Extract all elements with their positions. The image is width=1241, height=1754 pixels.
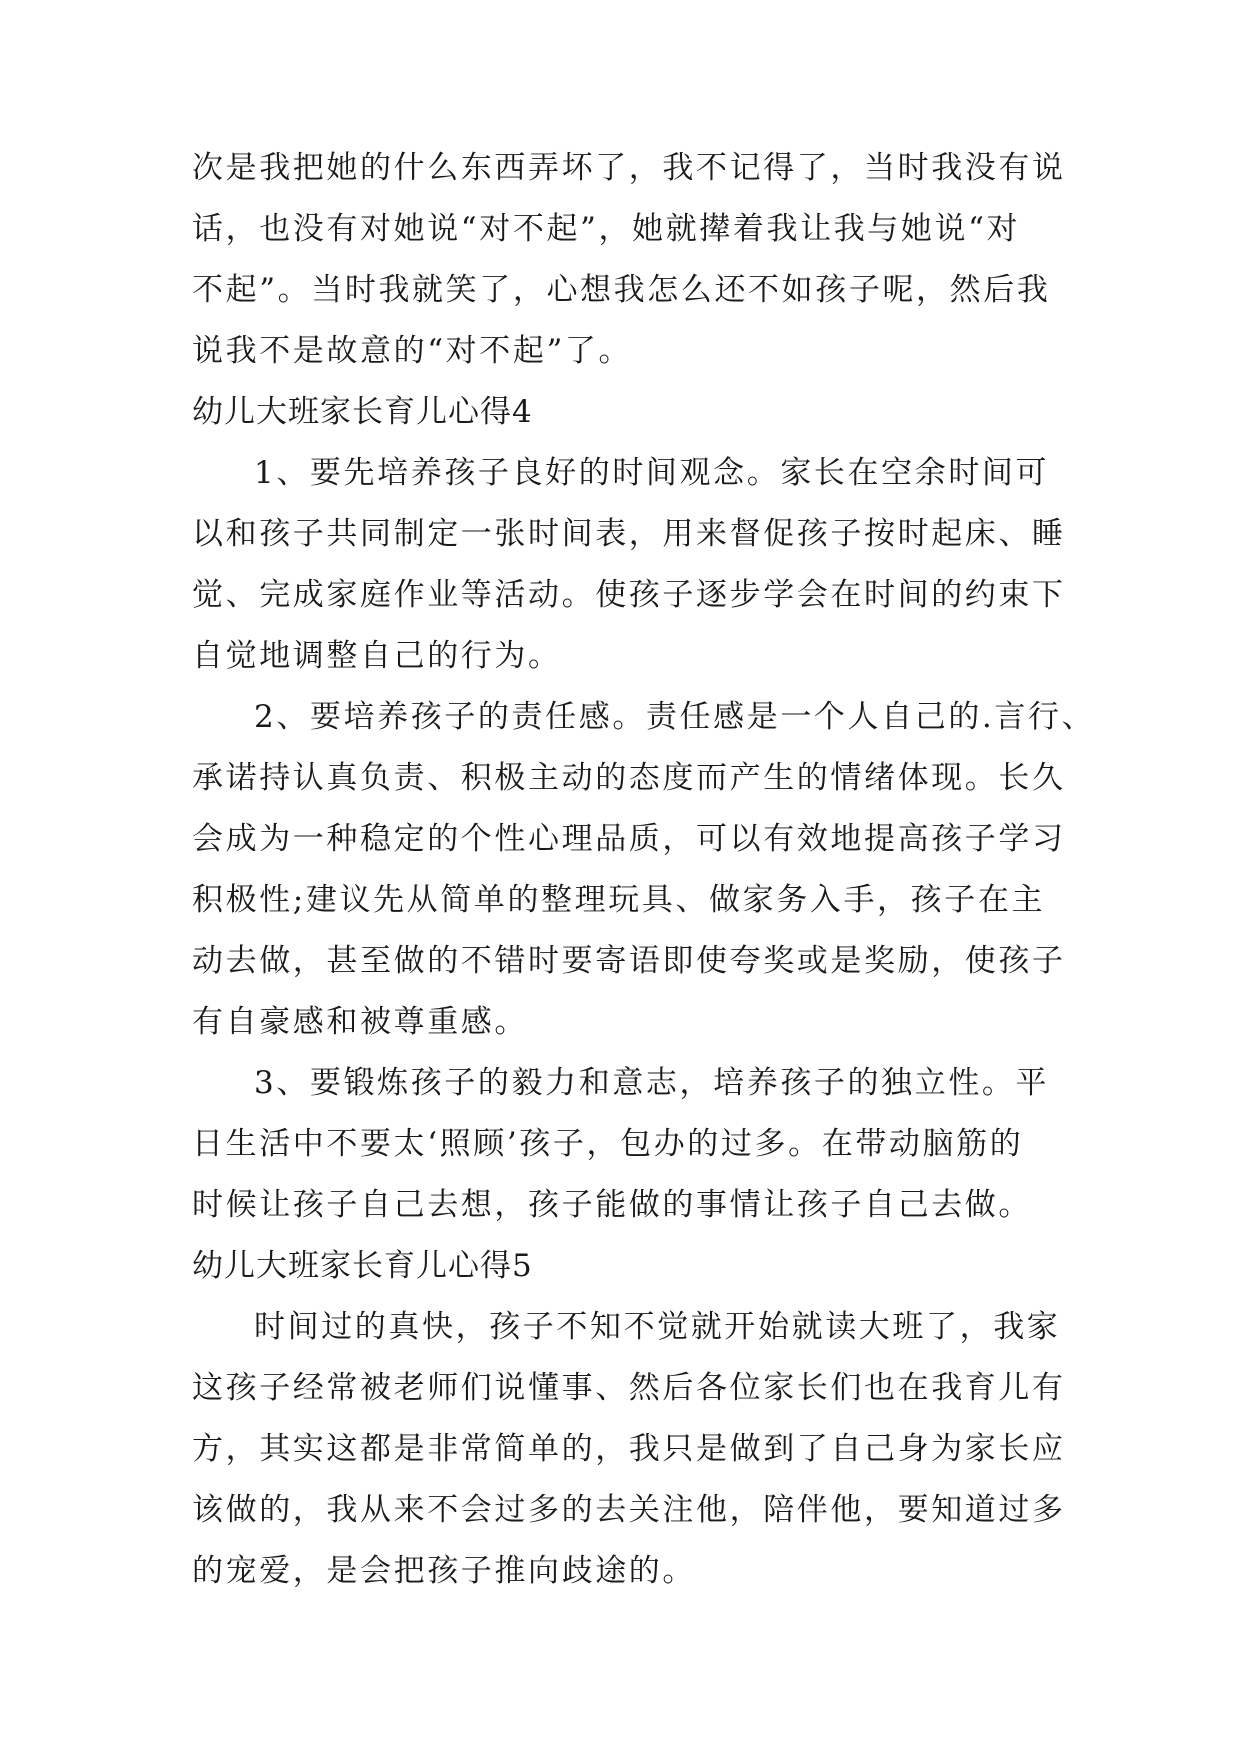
document-page <box>192 138 1096 1602</box>
paragraph-first-line: 2、要培养孩子的责任感。责任感是一个人自己的.言行、 <box>254 699 1096 735</box>
section-heading: 幼儿大班家长育儿心得4 <box>192 394 533 430</box>
text-line: 方，其实这都是非常简单的，我只是做到了自己身为家长应 <box>192 1431 1066 1467</box>
text-line: 次是我把她的什么东西弄坏了，我不记得了，当时我没有说 <box>192 150 1066 186</box>
paragraph-first-line: 时间过的真快，孩子不知不觉就开始就读大班了，我家 <box>254 1309 1061 1345</box>
text-line: 承诺持认真负责、积极主动的态度而产生的情绪体现。长久 <box>192 760 1066 796</box>
text-line: 动去做，甚至做的不错时要寄语即使夸奖或是奖励，使孩子 <box>192 943 1066 979</box>
text-line: 以和孩子共同制定一张时间表，用来督促孩子按时起床、睡 <box>192 516 1066 552</box>
paragraph-first-line: 1、要先培养孩子良好的时间观念。家长在空余时间可 <box>254 455 1050 491</box>
section-heading: 幼儿大班家长育儿心得5 <box>192 1248 533 1284</box>
text-line: 觉、完成家庭作业等活动。使孩子逐步学会在时间的约束下 <box>192 577 1066 613</box>
text-line: 的宠爱，是会把孩子推向歧途的。 <box>192 1553 696 1589</box>
text-line: 说我不是故意的“对不起”了。 <box>192 333 633 369</box>
text-line: 时候让孩子自己去想，孩子能做的事情让孩子自己去做。 <box>192 1187 1032 1223</box>
text-line: 话，也没有对她说“对不起”，她就撵着我让我与她说“对 <box>192 211 1021 247</box>
text-line: 该做的，我从来不会过多的去关注他，陪伴他，要知道过多 <box>192 1492 1066 1528</box>
text-line: 不起”。当时我就笑了，心想我怎么还不如孩子呢，然后我 <box>192 272 1051 308</box>
paragraph-first-line: 3、要锻炼孩子的毅力和意志，培养孩子的独立性。平 <box>254 1065 1050 1101</box>
text-line: 日生活中不要太‘照顾’孩子，包办的过多。在带动脑筋的 <box>192 1126 1024 1162</box>
text-line: 积极性;建议先从简单的整理玩具、做家务入手，孩子在主 <box>192 882 1046 918</box>
text-line: 这孩子经常被老师们说懂事、然后各位家长们也在我育儿有 <box>192 1370 1066 1406</box>
text-line: 自觉地调整自己的行为。 <box>192 638 562 674</box>
text-line: 会成为一种稳定的个性心理品质，可以有效地提高孩子学习 <box>192 821 1066 857</box>
text-line: 有自豪感和被尊重感。 <box>192 1004 528 1040</box>
